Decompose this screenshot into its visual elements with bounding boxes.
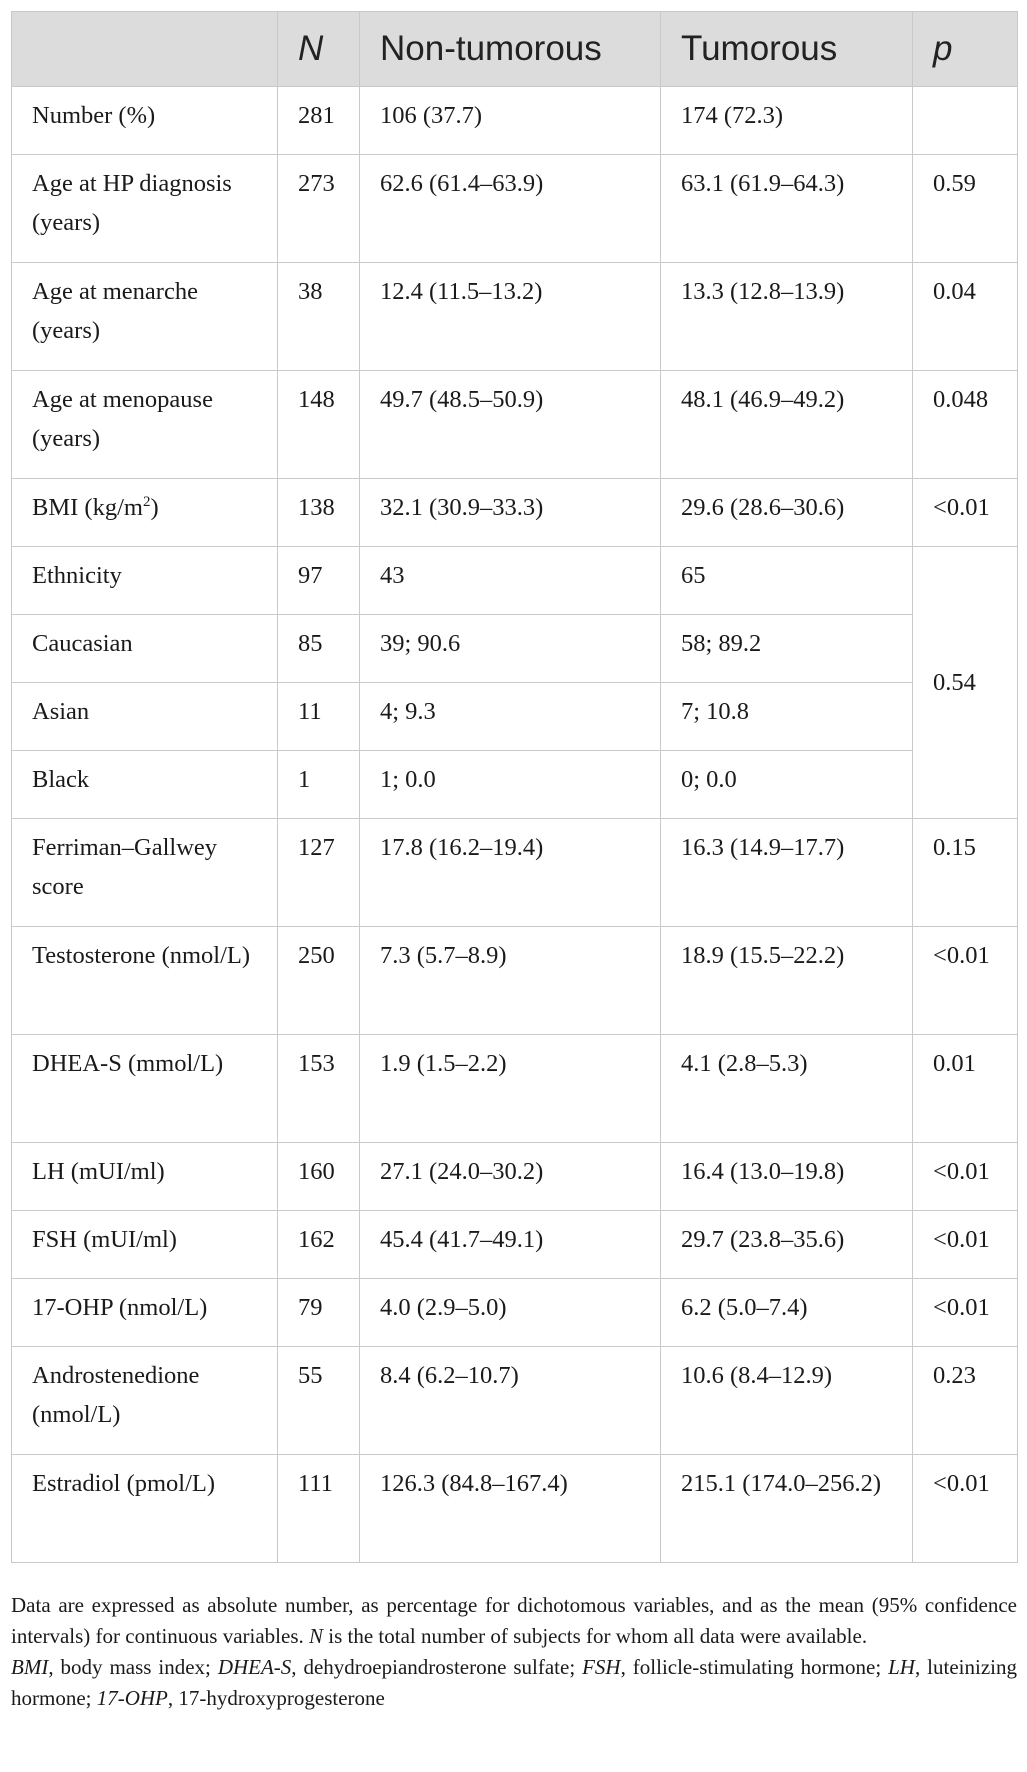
cell-tumorous: 4.1 (2.8–5.3) [661, 1035, 913, 1143]
cell-tumorous: 13.3 (12.8–13.9) [661, 263, 913, 371]
cell-non-tumorous: 17.8 (16.2–19.4) [360, 819, 661, 927]
footnote-data-note [11, 1590, 1017, 1652]
cell-p: <0.01 [913, 1143, 1018, 1211]
abbr-def: , body mass index; [48, 1655, 218, 1679]
row-label: Ethnicity [12, 547, 278, 615]
cell-p: 0.01 [913, 1035, 1018, 1143]
cell-non-tumorous: 8.4 (6.2–10.7) [360, 1347, 661, 1455]
cell-non-tumorous: 7.3 (5.7–8.9) [360, 927, 661, 1035]
cell-n: 273 [278, 155, 360, 263]
cell-n: 138 [278, 479, 360, 547]
row-label: Age at menopause (years) [12, 371, 278, 479]
cell-p: <0.01 [913, 1279, 1018, 1347]
cell-tumorous: 10.6 (8.4–12.9) [661, 1347, 913, 1455]
cell-n: 11 [278, 683, 360, 751]
header-tumorous: Tumorous [661, 12, 913, 87]
cell-n: 148 [278, 371, 360, 479]
row-label: Age at menarche (years) [12, 263, 278, 371]
row-label: FSH (mUI/ml) [12, 1211, 278, 1279]
cell-non-tumorous: 27.1 (24.0–30.2) [360, 1143, 661, 1211]
cell-p: <0.01 [913, 479, 1018, 547]
cell-tumorous: 63.1 (61.9–64.3) [661, 155, 913, 263]
header-non-tumorous: Non-tumorous [360, 12, 661, 87]
cell-non-tumorous: 12.4 (11.5–13.2) [360, 263, 661, 371]
cell-n: 97 [278, 547, 360, 615]
cell-p: <0.01 [913, 927, 1018, 1035]
footnote-text-b: is the total number of subjects for whom all data were available. [323, 1624, 868, 1648]
row-label: Age at HP diagnosis (years) [12, 155, 278, 263]
cell-non-tumorous: 32.1 (30.9–33.3) [360, 479, 661, 547]
cell-p: 0.04 [913, 263, 1018, 371]
table-row [12, 615, 1018, 683]
cell-non-tumorous: 43 [360, 547, 661, 615]
table-row [12, 1211, 1018, 1279]
cell-n: 153 [278, 1035, 360, 1143]
cell-non-tumorous: 126.3 (84.8–167.4) [360, 1455, 661, 1563]
footnote-text-a: Data are expressed as absolute number, as percentage for dichotomous variables, and as the mean (95% confidence intervals) for continuous variables. [11, 1593, 1017, 1648]
cell-tumorous: 16.3 (14.9–17.7) [661, 819, 913, 927]
table-row [12, 1279, 1018, 1347]
header-label [12, 12, 278, 87]
cell-n: 281 [278, 87, 360, 155]
table-row [12, 371, 1018, 479]
header-n: N [278, 12, 360, 87]
cell-p: 0.23 [913, 1347, 1018, 1455]
cell-tumorous: 29.6 (28.6–30.6) [661, 479, 913, 547]
cell-p: 0.048 [913, 371, 1018, 479]
row-label: 17-OHP (nmol/L) [12, 1279, 278, 1347]
cell-tumorous: 65 [661, 547, 913, 615]
bmi-label-superscript: 2 [142, 493, 151, 510]
cell-n: 1 [278, 751, 360, 819]
cell-non-tumorous: 4.0 (2.9–5.0) [360, 1279, 661, 1347]
table-row [12, 751, 1018, 819]
cell-tumorous: 16.4 (13.0–19.8) [661, 1143, 913, 1211]
cell-p [913, 87, 1018, 155]
cell-n: 85 [278, 615, 360, 683]
cell-n: 55 [278, 1347, 360, 1455]
cell-p: 0.15 [913, 819, 1018, 927]
cell-n: 160 [278, 1143, 360, 1211]
cell-tumorous: 215.1 (174.0–256.2) [661, 1455, 913, 1563]
table-row [12, 819, 1018, 927]
header-p: p [913, 12, 1018, 87]
table-row [12, 927, 1018, 1035]
cell-non-tumorous: 62.6 (61.4–63.9) [360, 155, 661, 263]
cell-tumorous: 48.1 (46.9–49.2) [661, 371, 913, 479]
row-label: Black [12, 751, 278, 819]
table-row [12, 155, 1018, 263]
table-row [12, 1347, 1018, 1455]
row-label: LH (mUI/ml) [12, 1143, 278, 1211]
cell-n: 38 [278, 263, 360, 371]
abbr-def: , 17-hydroxyprogesterone [167, 1686, 385, 1710]
table-footnote [11, 1590, 1017, 1714]
bmi-label-text: BMI (kg/m [32, 494, 143, 521]
row-label [12, 479, 278, 547]
cell-p: <0.01 [913, 1455, 1018, 1563]
cell-p-ethnicity: 0.54 [913, 547, 1018, 819]
abbr-def: , follicle-stimulating hormone; [620, 1655, 889, 1679]
cell-non-tumorous: 4; 9.3 [360, 683, 661, 751]
row-label: Ferriman–Gallwey score [12, 819, 278, 927]
cell-tumorous: 18.9 (15.5–22.2) [661, 927, 913, 1035]
cell-n: 250 [278, 927, 360, 1035]
cell-tumorous: 6.2 (5.0–7.4) [661, 1279, 913, 1347]
table-row [12, 1143, 1018, 1211]
results-table [11, 11, 1018, 1563]
row-label: Testosterone (nmol/L) [12, 927, 278, 1035]
cell-n: 111 [278, 1455, 360, 1563]
abbr-def: , luteinizing hormone; [11, 1655, 1017, 1710]
cell-n: 79 [278, 1279, 360, 1347]
table-row [12, 263, 1018, 371]
table-header-row [12, 12, 1018, 87]
results-table-container [11, 11, 1017, 1563]
cell-non-tumorous: 39; 90.6 [360, 615, 661, 683]
bmi-label-close: ) [150, 494, 159, 521]
row-label: Asian [12, 683, 278, 751]
row-label: Number (%) [12, 87, 278, 155]
row-label: Caucasian [12, 615, 278, 683]
row-label: Androstenedione (nmol/L) [12, 1347, 278, 1455]
table-row [12, 479, 1018, 547]
cell-tumorous: 7; 10.8 [661, 683, 913, 751]
footnote-abbreviations [11, 1652, 1017, 1714]
abbr-term: 17-OHP [96, 1686, 168, 1710]
cell-tumorous: 29.7 (23.8–35.6) [661, 1211, 913, 1279]
cell-p: <0.01 [913, 1211, 1018, 1279]
cell-n: 127 [278, 819, 360, 927]
abbr-term: BMI [11, 1655, 49, 1679]
cell-non-tumorous: 106 (37.7) [360, 87, 661, 155]
row-label: Estradiol (pmol/L) [12, 1455, 278, 1563]
cell-n: 162 [278, 1211, 360, 1279]
cell-p: 0.59 [913, 155, 1018, 263]
cell-non-tumorous: 1.9 (1.5–2.2) [360, 1035, 661, 1143]
cell-non-tumorous: 1; 0.0 [360, 751, 661, 819]
table-row [12, 683, 1018, 751]
abbr-term: DHEA-S [217, 1655, 292, 1679]
abbr-term: LH [888, 1655, 915, 1679]
abbr-def: , dehydroepiandrosterone sulfate; [291, 1655, 583, 1679]
cell-tumorous: 58; 89.2 [661, 615, 913, 683]
cell-non-tumorous: 49.7 (48.5–50.9) [360, 371, 661, 479]
cell-tumorous: 0; 0.0 [661, 751, 913, 819]
table-row [12, 547, 1018, 615]
table-row [12, 1455, 1018, 1563]
table-row [12, 87, 1018, 155]
abbr-term: FSH [582, 1655, 621, 1679]
row-label: DHEA-S (mmol/L) [12, 1035, 278, 1143]
cell-non-tumorous: 45.4 (41.7–49.1) [360, 1211, 661, 1279]
table-row [12, 1035, 1018, 1143]
cell-tumorous: 174 (72.3) [661, 87, 913, 155]
footnote-n-symbol: N [309, 1624, 324, 1648]
